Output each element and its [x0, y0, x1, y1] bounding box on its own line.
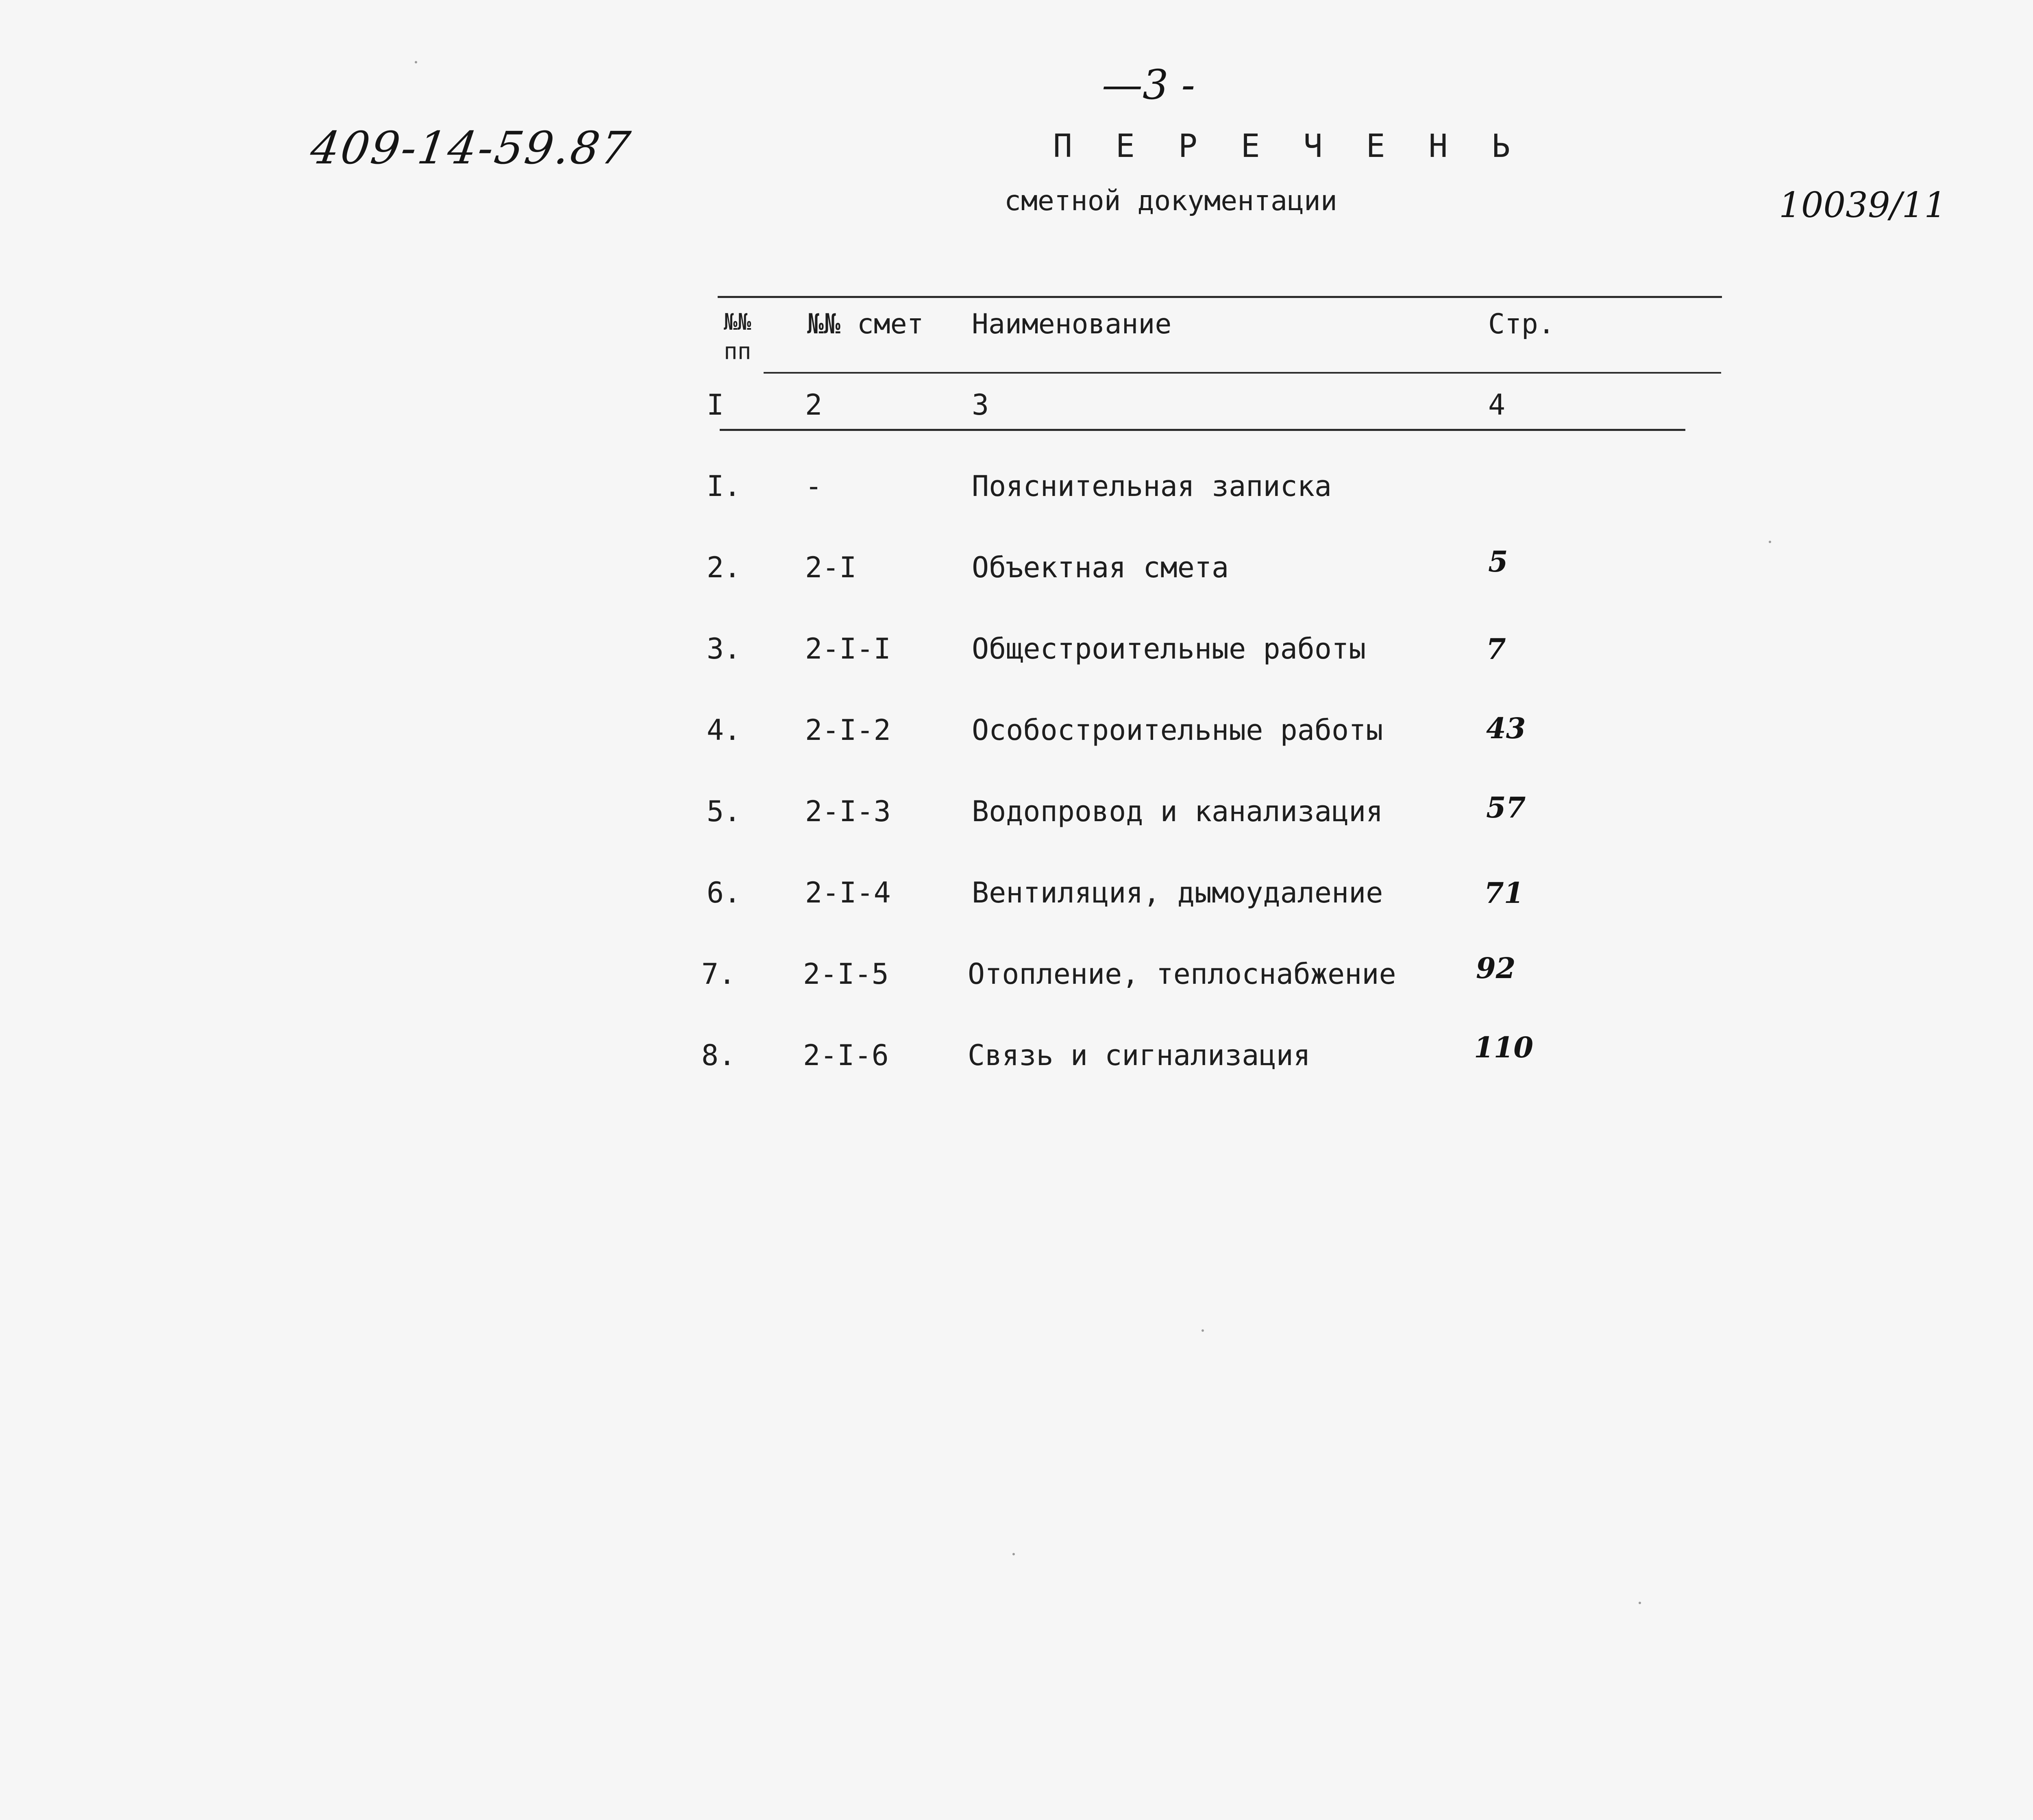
document-code: 409-14-59.87: [307, 122, 635, 174]
row-page: 110: [1474, 1031, 1534, 1064]
column-number-2: 2: [805, 388, 823, 422]
row-number: 8.: [701, 1039, 736, 1072]
table-columns-rule: [720, 429, 1685, 431]
row-name: Водопровод и канализация: [972, 795, 1383, 828]
row-number: 5.: [707, 795, 741, 828]
row-page: 57: [1486, 791, 1526, 824]
header-name: Наименование: [972, 308, 1172, 340]
table-header-rule: [764, 372, 1721, 374]
row-name: Особостроительные работы: [972, 713, 1383, 747]
scan-speck: [1769, 541, 1771, 543]
row-page: 71: [1484, 876, 1524, 910]
page-title: П Е Р Е Ч Е Н Ь: [1053, 128, 1523, 165]
row-estimate: 2-I-I: [805, 632, 891, 665]
row-estimate: -: [805, 470, 823, 503]
row-page: 5: [1488, 545, 1508, 578]
archive-number: 10039/11: [1779, 185, 1946, 226]
row-name: Пояснительная записка: [972, 470, 1332, 503]
column-number-3: 3: [972, 388, 989, 422]
row-name: Отопление, теплоснабжение: [968, 957, 1396, 991]
row-page: 43: [1486, 711, 1526, 745]
header-estimate-number: №№ смет: [807, 308, 924, 340]
row-estimate: 2-I-5: [803, 957, 889, 991]
scan-speck: [1639, 1602, 1641, 1604]
scan-speck: [1012, 1553, 1015, 1555]
row-name: Связь и сигнализация: [968, 1039, 1310, 1072]
table-top-rule: [718, 296, 1722, 298]
row-number: 4.: [707, 713, 741, 747]
scan-speck: [1202, 1329, 1204, 1332]
column-number-1: I: [707, 388, 724, 422]
header-item-number-sub: пп: [724, 338, 751, 365]
row-number: 2.: [707, 551, 741, 584]
scan-speck: [415, 61, 417, 63]
row-page: 92: [1476, 951, 1516, 985]
header-item-number: №№: [724, 309, 751, 335]
row-estimate: 2-I: [805, 551, 857, 584]
page-number: —3 -: [1102, 61, 1195, 109]
page-subtitle: сметной документации: [1004, 185, 1337, 217]
row-number: 6.: [707, 876, 741, 909]
row-name: Общестроительные работы: [972, 632, 1366, 665]
row-page: 7: [1486, 632, 1506, 666]
row-name: Вентиляция, дымоудаление: [972, 876, 1383, 909]
row-number: I.: [707, 470, 741, 503]
row-estimate: 2-I-4: [805, 876, 891, 909]
row-estimate: 2-I-2: [805, 713, 891, 747]
row-estimate: 2-I-3: [805, 795, 891, 828]
row-name: Объектная смета: [972, 551, 1229, 584]
row-number: 3.: [707, 632, 741, 665]
row-number: 7.: [701, 957, 736, 991]
header-page: Стр.: [1488, 308, 1555, 340]
row-estimate: 2-I-6: [803, 1039, 889, 1072]
column-number-4: 4: [1488, 388, 1506, 422]
